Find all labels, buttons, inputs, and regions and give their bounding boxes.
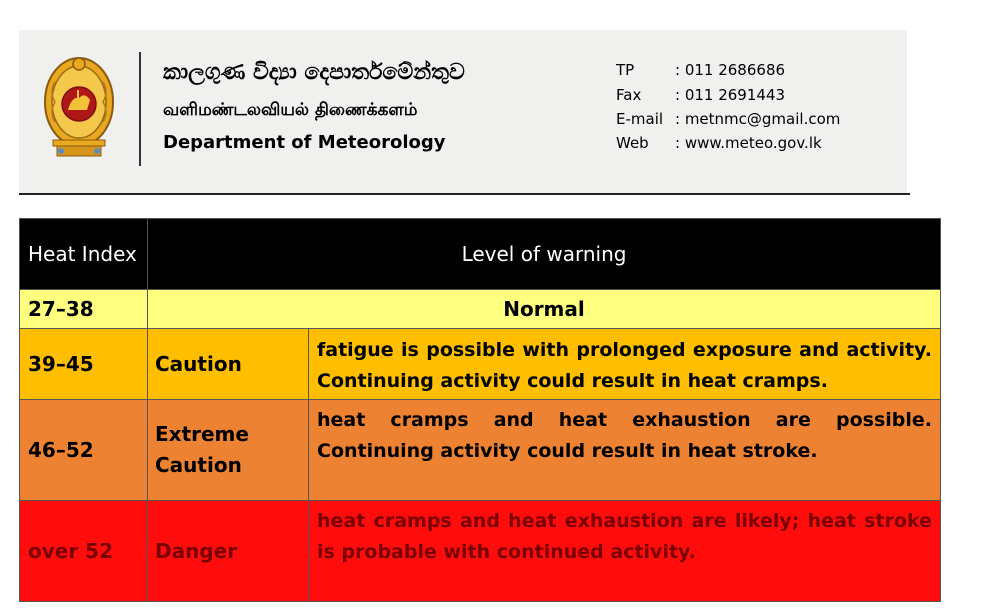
table-row-normal [20,290,941,329]
contact-value: : 011 2691443 [675,86,786,104]
org-name-tamil: வளிமண்டலவியல் திணைக்களம் [163,100,418,120]
warning-level: Caution [148,329,309,400]
contact-value: : www.meteo.gov.lk [675,134,822,152]
warning-level: Extreme Caution [148,400,309,501]
contact-label: E-mail [616,110,664,128]
org-name-sinhala: කාලගුණ විද්‍යා දෙපාර්තමේන්තුව [163,60,465,85]
warning-level: Danger [148,501,309,602]
table-row-extreme-caution [20,400,941,501]
heat-index-range: 46–52 [20,400,148,501]
column-header-heat-index: Heat Index [20,219,148,290]
letterhead-divider [19,193,910,195]
table-row-danger [20,501,941,602]
warning-description: heat cramps and heat exhaustion are likely; heat stroke is probable with continued activity. [309,501,941,602]
warning-description: heat cramps and heat exhaustion are possible. Continuing activity could result in heat stroke. [309,400,941,501]
warning-description: fatigue is possible with prolonged exposure and activity. Continuing activity could result in heat cramps. [309,329,941,400]
heat-index-range: over 52 [20,501,148,602]
sri-lanka-emblem-icon [41,52,117,162]
contact-value: : metnmc@gmail.com [675,110,841,128]
table-row-caution [20,329,941,400]
contact-label: Fax [616,86,642,104]
letterhead-separator [139,52,141,166]
heat-index-table [19,218,941,602]
contact-value: : 011 2686686 [675,61,786,79]
contact-label: TP [616,61,635,79]
warning-level: Normal [148,290,941,329]
table-header-row [20,219,941,290]
contact-label: Web [616,134,649,152]
column-header-level-of-warning: Level of warning [148,219,941,290]
heat-index-range: 27–38 [20,290,148,329]
org-name-english: Department of Meteorology [163,132,446,153]
heat-index-range: 39–45 [20,329,148,400]
